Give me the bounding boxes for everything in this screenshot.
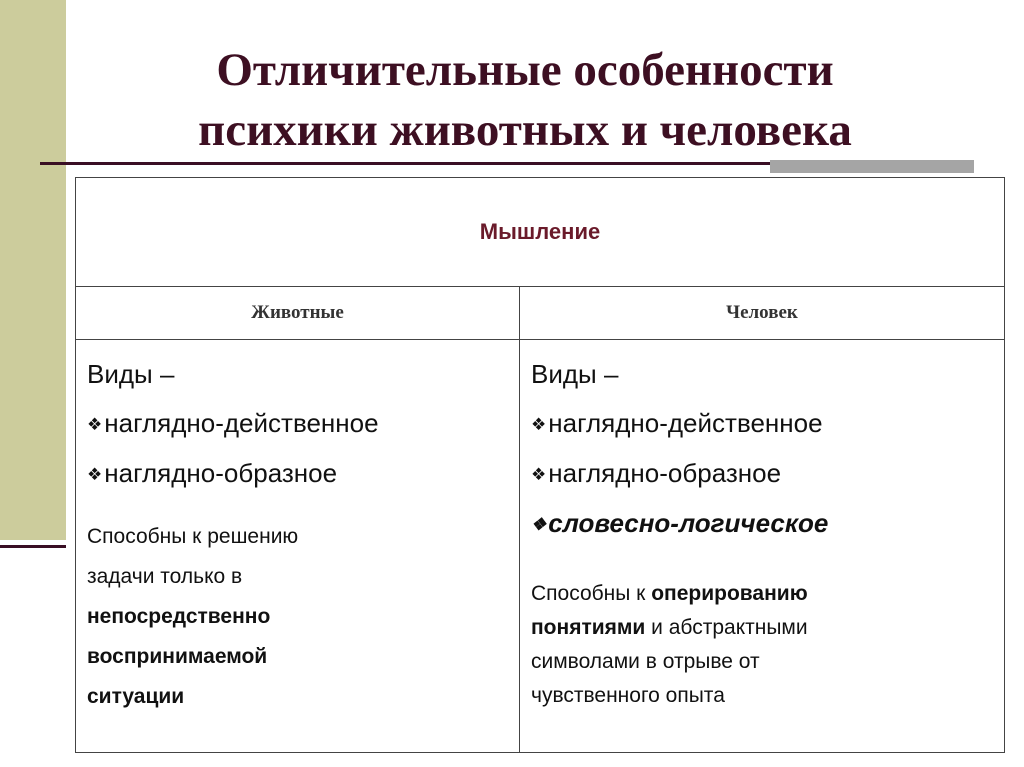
animals-ability-line: задачи только в [87,565,243,588]
human-ability-line [531,611,1004,645]
animals-type-item: ❖ наглядно-действенное [87,399,519,449]
decorative-side-bar [0,0,66,540]
table-header: Мышление [479,219,601,244]
animals-ability-bold-line: непосредственно [87,605,271,628]
human-type-item: ❖ наглядно-действенное [531,399,1004,449]
animals-ability-line: Способны к решению [87,525,299,548]
comparison-table [75,177,1005,753]
human-type-item-emphasized: ❖ словесно-логическое [531,499,1004,549]
human-types-label: Виды – [531,359,619,389]
animals-ability-bold-line: воспринимаемой [87,645,268,668]
human-type-item: ❖ наглядно-образное [531,449,1004,499]
human-ability-line: символами в отрыве от [531,650,760,673]
decorative-side-line [0,545,66,548]
human-ability-bold-text: оперированию [651,582,808,605]
decorative-grey-bar [770,160,974,173]
animals-cell [76,340,520,753]
slide-title-line-2: психики животных и человека [198,104,852,156]
animals-ability [87,517,519,717]
column-header-animals: Животные [76,287,520,340]
human-ability-text: и абстрактными [645,616,808,639]
table-header-cell [76,178,1005,287]
human-ability [531,577,1004,713]
human-ability-bold-text: понятиями [531,616,646,639]
slide-title-line-1: Отличительные особенности [216,44,834,96]
column-header-human: Человек [520,287,1005,340]
human-ability-text: Способны к [531,582,652,605]
human-ability-line [531,577,1004,611]
human-cell [520,340,1005,753]
human-ability-line: чувственного опыта [531,684,725,707]
animals-ability-bold-line: ситуации [87,685,185,708]
animals-types-label: Виды – [87,359,175,389]
slide-title [80,40,970,160]
animals-type-item: ❖ наглядно-образное [87,449,519,499]
